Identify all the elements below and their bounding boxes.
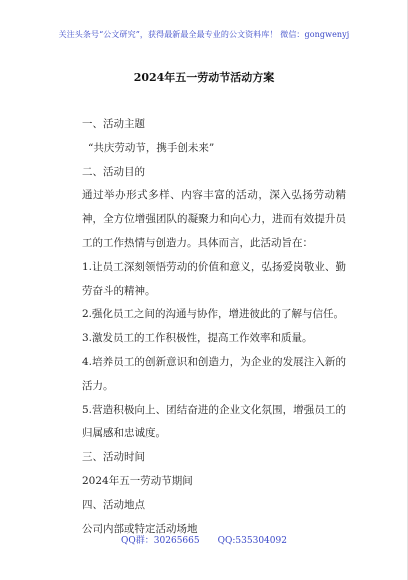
purpose-paragraph: 通过举办形式多样、内容丰富的活动，深入弘扬劳动精神，全方位增强团队的凝聚力和向心力，进而有效提升员工的工作热情与创造力。具体而言，此活动旨在： (82, 189, 346, 249)
footer-qq-number[interactable]: QQ:535304092 (217, 536, 287, 546)
theme-slogan: “共庆劳动节，携手创未来” (88, 141, 215, 154)
purpose-item-3: 3.激发员工的工作积极性，提高工作效率和质量。 (82, 332, 313, 345)
activity-time: 2024年五一劳动节期间 (82, 474, 193, 487)
section-heading-time: 三、活动时间 (82, 451, 145, 464)
section-heading-purpose: 二、活动目的 (82, 165, 145, 178)
purpose-item-1: 1.让员工深刻领悟劳动的价值和意义，弘扬爱岗敬业、勤劳奋斗的精神。 (82, 260, 346, 297)
purpose-item-5: 5.营造积极向上、团结奋进的企业文化氛围，增强员工的归属感和忠诚度。 (82, 403, 346, 440)
purpose-item-4: 4.培养员工的创新意识和创造力，为企业的发展注入新的活力。 (82, 355, 346, 392)
section-heading-theme: 一、活动主题 (82, 118, 145, 130)
header-notice[interactable]: 关注头条号“公文研究”，获得最新最全最专业的公文资料库！ 微信：gongwenyj (58, 30, 350, 39)
footer-qq-group[interactable]: QQ群：30265665 (121, 536, 200, 546)
document-body (82, 113, 346, 541)
footer-contacts (0, 533, 408, 546)
purpose-item-2: 2.强化员工之间的沟通与协作，增进彼此的了解与信任。 (82, 308, 345, 321)
section-heading-location: 四、活动地点 (82, 498, 145, 511)
activity-location: 公司内部或特定活动场地 (82, 522, 198, 535)
document-title: 2024年五一劳动节活动方案 (133, 71, 275, 84)
